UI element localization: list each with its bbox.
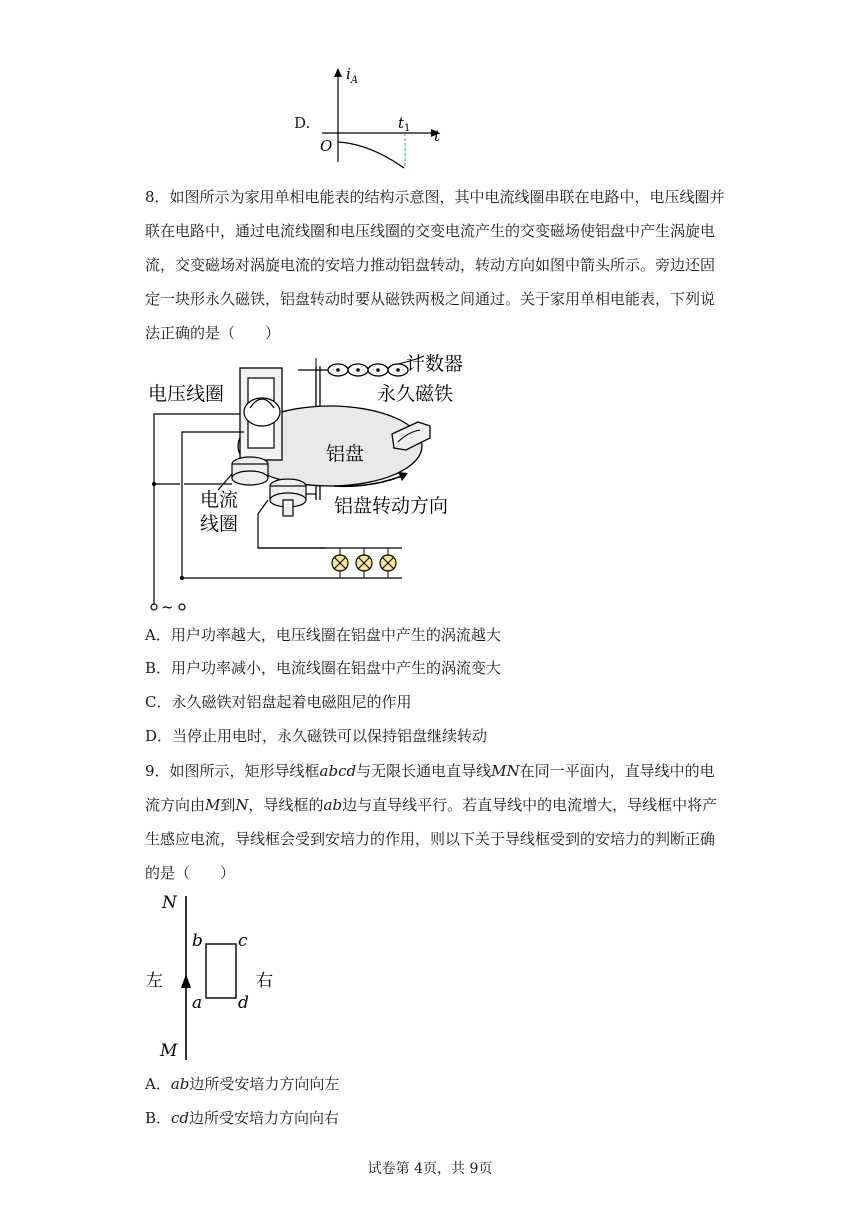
counter-dials [328, 364, 408, 376]
current-curve [338, 142, 404, 168]
label-d: d [238, 993, 249, 1013]
q9-var-abcd: abcd [319, 762, 357, 780]
q9-option-a: A．ab边所受安培力方向向左 [145, 1075, 340, 1093]
q8-meter-figure [140, 348, 480, 616]
rotation-label: 铝盘转动方向 [334, 495, 449, 517]
q9-var-M: M [205, 796, 221, 814]
label-c: c [238, 931, 248, 951]
label-right: 右 [256, 971, 273, 991]
q8-option-c: C．永久磁铁对铝盘起着电磁阻尼的作用 [145, 693, 412, 711]
q8-option-d: D．当停止用电时，永久磁铁可以保持铝盘继续转动 [145, 727, 488, 745]
current-arrow [181, 974, 191, 988]
origin-label: O [320, 137, 333, 155]
q9-wire-figure [140, 890, 290, 1065]
svg-text:t1 [398, 114, 410, 134]
x-axis-label: t [434, 127, 441, 145]
label-left: 左 [146, 971, 163, 991]
q8-option-b: B．用户功率减小，电流线圈在铝盘中产生的涡流变大 [145, 659, 502, 677]
label-M: M [160, 1041, 178, 1061]
disk-label: 铝盘 [326, 443, 365, 465]
svg-text:iA [346, 65, 358, 86]
label-a: a [192, 993, 203, 1013]
label-b: b [192, 931, 203, 951]
y-axis-subscript: A [350, 75, 359, 86]
t1-subscript: 1 [404, 123, 411, 134]
voltage-coil-label: 电压线圈 [148, 383, 225, 405]
q9-var-N: N [235, 796, 249, 814]
ac-symbol: ~ [161, 598, 174, 616]
q7-option-d-graph [310, 62, 450, 172]
q9-stem: 9．如图所示，矩形导线框abcd与无限长通电直导线MN在同一平面内，直导线中的电流方向由M到N，导线框的ab边与直导线平行。若直导线中的电流增大，导线框中将产生感应电流，导线框会受到安培力的作用，则以下关于导线框受到的安培力的判断正确的是（ ） [145, 762, 718, 882]
t1-label: t [398, 114, 405, 132]
page-footer: 试卷第 4页，共 9页 [367, 1161, 493, 1177]
q7-option-d-label: D. [294, 114, 311, 132]
y-axis-arrow [334, 68, 342, 77]
current-coil-label-2: 线圈 [200, 513, 239, 535]
wire-frame [206, 944, 236, 998]
q8-option-a: A．用户功率越大，电压线圈在铝盘中产生的涡流越大 [145, 626, 501, 644]
q9-var-ab: ab [323, 796, 343, 814]
counter-label: 计数器 [406, 353, 464, 375]
label-N: N [162, 893, 177, 913]
current-coil-label-1: 电流 [200, 489, 239, 511]
y-axis-label: i [346, 65, 351, 83]
q8-stem: 8．如图所示为家用单相电能表的结构示意图，其中电流线圈串联在电路中，电压线圈并联在电路中，通过电流线圈和电压线圈的交变电流产生的交变磁场使铝盘中产生涡旋电流，交变磁场对涡旋电流的安培力推动铝盘转动，转动方向如图中箭头所示。旁边还固定一块形永久磁铁，铝盘转动时要从磁铁两极之间通过。关于家用单相电能表，下列说法正确的是（ ） [145, 188, 725, 342]
q9-var-MN: MN [491, 762, 520, 780]
magnet-label: 永久磁铁 [377, 383, 454, 405]
q9-option-b: B．cd边所受安培力方向向右 [145, 1109, 340, 1127]
